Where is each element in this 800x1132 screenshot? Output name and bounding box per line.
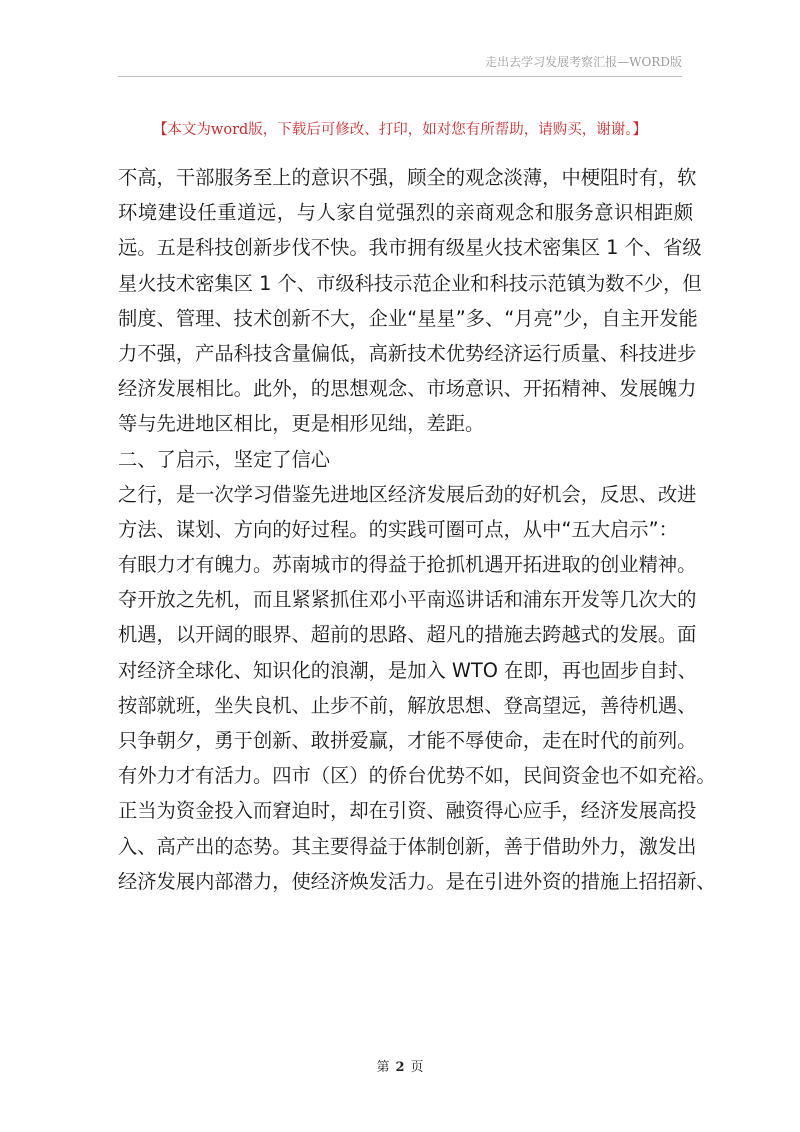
body-text [118, 160, 716, 899]
text-line: 等与先进地区相比，更是相形见绌，差距。 [118, 412, 485, 436]
text-line: 有外力才有活力。四市（区）的侨台优势不如，民间资金也不如充裕。 [118, 764, 716, 788]
text-line: 力不强，产品科技含量偏低，高新技术优势经济运行质量、科技进步 [118, 341, 697, 365]
page-header [118, 52, 682, 77]
text-line: 环境建设任重道远，与人家自觉强烈的亲商观念和服务意识相距颇 [118, 201, 693, 225]
page-label-suffix: 页 [410, 1060, 424, 1075]
text-line: 按部就班，坐失良机、止步不前，解放思想、登高望远，善待机遇、 [118, 693, 697, 717]
section-heading: 二、了启示，坚定了信心 [118, 447, 331, 471]
text-line: 入、高产出的态势。其主要得益于体制创新，善于借助外力，激发出 [118, 834, 697, 858]
text-line: 经济发展相比。此外，的思想观念、市场意识、开拓精神、发展魄力 [118, 377, 697, 401]
download-notice: 【本文为word版，下载后可修改、打印，如对您有所帮助，请购买，谢谢。】 [152, 122, 648, 138]
text-line: 方法、谋划、方向的好过程。的实践可圈可点，从中“五大启示”： [118, 517, 678, 541]
text-line: 之行，是一次学习借鉴先进地区经济发展后劲的好机会，反思、改进 [118, 482, 697, 506]
text-line: 星火技术密集区 1 个、市级科技示范企业和科技示范镇为数不少，但 [118, 271, 702, 295]
text-line: 经济发展内部潜力，使经济焕发活力。是在引进外资的措施上招招新、 [118, 869, 716, 893]
text-line: 对经济全球化、知识化的浪潮，是加入 WTO 在即，再也固步自封、 [118, 658, 697, 682]
text-line: 正当为资金投入而窘迫时，却在引资、融资得心应手，经济发展高投 [118, 799, 697, 823]
page-footer [0, 1058, 800, 1078]
text-line: 夺开放之先机，而且紧紧抓住邓小平南巡讲话和浦东开发等几次大的 [118, 588, 697, 612]
page-label-prefix: 第 [376, 1060, 390, 1075]
text-line: 机遇，以开阔的眼界、超前的思路、超凡的措施去跨越式的发展。面 [118, 623, 697, 647]
text-line: 制度、管理、技术创新不大，企业“星星”多、“月亮”少，自主开发能 [118, 306, 698, 330]
text-line: 远。五是科技创新步伐不快。我市拥有级星火技术密集区 1 个、省级 [118, 236, 702, 260]
header-title: 走出去学习发展考察汇报—WORD版 [485, 55, 682, 69]
text-line: 有眼力才有魄力。苏南城市的得益于抢抓机遇开拓进取的创业精神。 [118, 553, 697, 577]
text-line: 只争朝夕，勇于创新、敢拼爱赢，才能不辱使命，走在时代的前列。 [118, 729, 697, 752]
page-number: 2 [395, 1060, 405, 1075]
text-line: 不高，干部服务至上的意识不强，顾全的观念淡薄，中梗阻时有，软 [118, 166, 697, 189]
